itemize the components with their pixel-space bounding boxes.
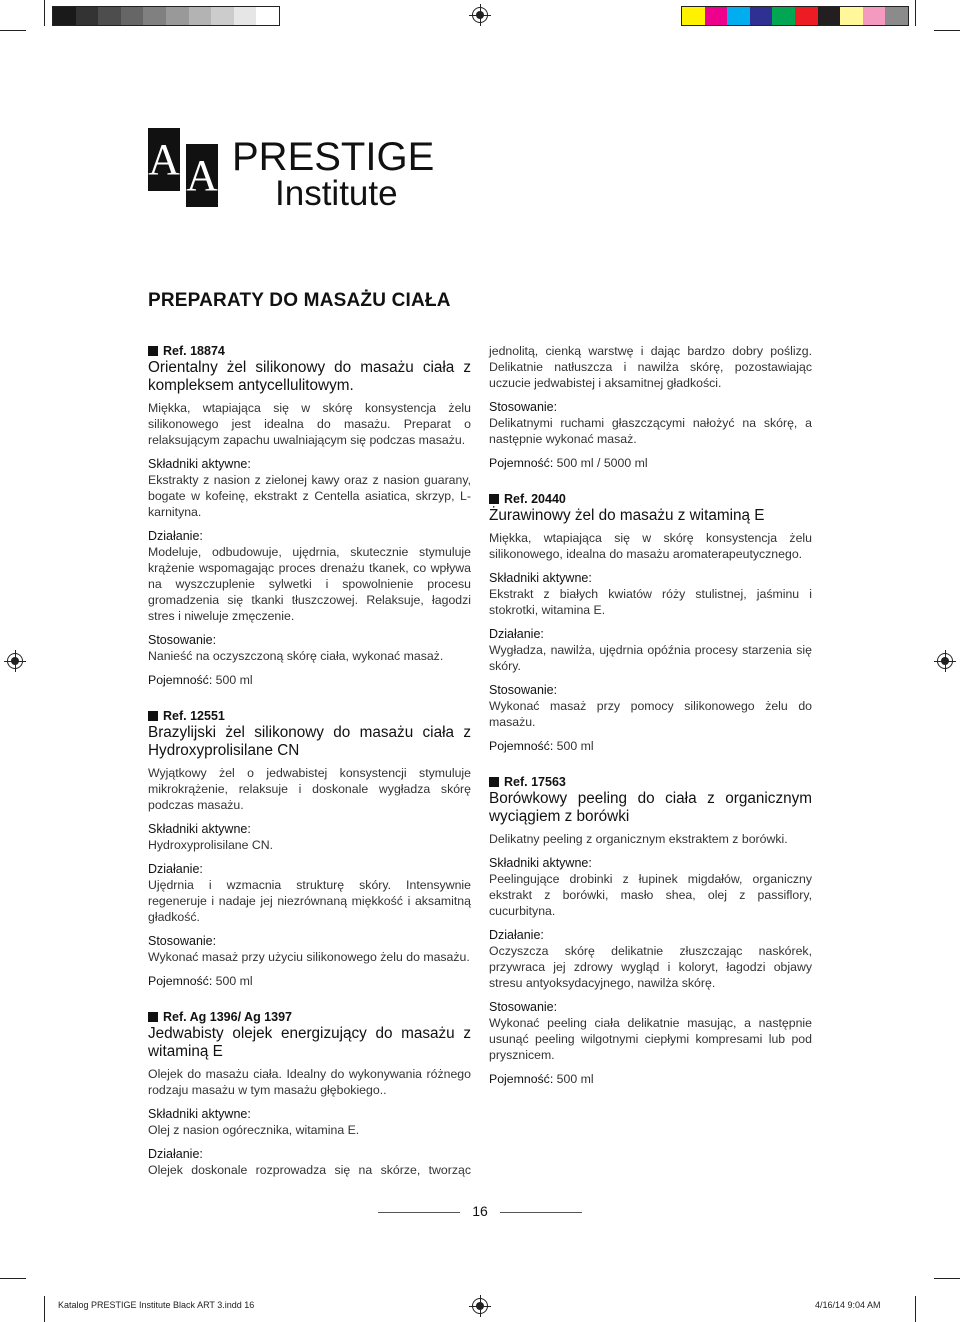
usage-text: Wykonać peeling ciała delikatnie masując, a następnie usunąć peeling wilgotnymi ciepłymi kompresami lub pod prysznicem. xyxy=(489,1016,812,1062)
bullet-square-icon xyxy=(489,494,499,504)
action-label: Działanie: xyxy=(148,529,203,543)
crop-mark xyxy=(915,0,916,26)
product-description: Olejek do masażu ciała. Idealny do wykonywania różnego rodzaju masażu w tym masażu głębokiego.. xyxy=(148,1067,471,1097)
ingredients-label: Składniki aktywne: xyxy=(489,856,592,870)
product-ref: Ref. 18874 xyxy=(148,343,471,359)
bullet-square-icon xyxy=(489,777,499,787)
registration-mark-icon xyxy=(472,1298,488,1314)
ingredients-text: Peelingujące drobinki z łupinek migdałów, organiczny ekstrakt z borówki, masło shea, olej z passiflory, cucurbityna. xyxy=(489,872,812,918)
logo-wordmark-institute: Institute xyxy=(275,174,398,213)
product-description: Delikatny peeling z organicznym ekstraktem z borówki. xyxy=(489,832,788,846)
ingredients-label: Składniki aktywne: xyxy=(489,571,592,585)
ingredients-label: Składniki aktywne: xyxy=(148,822,251,836)
action-label: Działanie: xyxy=(489,928,544,942)
crop-mark xyxy=(44,0,45,26)
usage-label: Stosowanie: xyxy=(489,683,558,697)
usage-label: Stosowanie: xyxy=(148,934,217,948)
right-column xyxy=(489,343,812,1087)
capacity-line: Pojemność: 500 ml xyxy=(148,974,253,988)
print-slug-filename: Katalog PRESTIGE Institute Black ART 3.indd 16 xyxy=(58,1300,255,1310)
capacity-line: Pojemność: 500 ml xyxy=(148,673,253,687)
product-name: Borówkowy peeling do ciała z organicznym wyciągiem z borówki xyxy=(489,790,812,825)
capacity-line: Pojemność: 500 ml xyxy=(489,1072,594,1086)
product-entry xyxy=(148,708,471,989)
crop-mark xyxy=(934,1278,960,1279)
registration-mark-icon xyxy=(7,653,23,669)
product-entry xyxy=(489,491,812,754)
product-ref: Ref. 20440 xyxy=(489,491,812,507)
capacity-line: Pojemność: 500 ml / 5000 ml xyxy=(489,456,648,470)
product-ref: Ref. 17563 xyxy=(489,774,812,790)
action-text-continued: jednolitą, cienką warstwę i dając bardzo dobry poślizg. Delikatnie natłuszcza i nawilża skórę, pozostawiając uczucie jedwabistej i aksamitnej gładkości. xyxy=(489,344,812,390)
action-label: Działanie: xyxy=(148,1147,203,1161)
ingredients-label: Składniki aktywne: xyxy=(148,1107,251,1121)
page-number: 16 xyxy=(472,1203,488,1219)
product-entry xyxy=(148,1009,471,1178)
page-number-rule-right xyxy=(500,1212,582,1213)
bullet-square-icon xyxy=(148,1012,158,1022)
usage-label: Stosowanie: xyxy=(489,400,558,414)
action-text: Modeluje, odbudowuje, ujędrnia, skutecznie stymuluje krążenie wspomagając proces drenażu tkanek, co wpływa na wyszczuplenie sylwetki i spowolnienie procesu gromadzenia się tkanki tłuszczowej. Relaksuje, łagodzi stres i niweluje zmęczenie. xyxy=(148,545,471,623)
crop-mark xyxy=(0,30,26,31)
action-text: Olejek doskonale rozprowadza się na skórze, tworząc xyxy=(148,1163,471,1177)
capacity-line: Pojemność: 500 ml xyxy=(489,739,594,753)
crop-mark xyxy=(915,1296,916,1322)
crop-mark xyxy=(934,30,960,31)
usage-text: Nanieść na oczyszczoną skórę ciała, wykonać masaż. xyxy=(148,649,444,663)
print-slug-date: 4/16/14 9:04 AM xyxy=(815,1300,881,1310)
product-ref: Ref. Ag 1396/ Ag 1397 xyxy=(148,1009,471,1025)
logo-letter-box-left: A xyxy=(148,128,180,191)
color-calibration-strip xyxy=(681,6,909,26)
action-text: Oczyszcza skórę delikatnie złuszczając naskórek, przywraca jej zdrowy wygląd i koloryt, łagodzi objawy stresu antyoksydacyjnego, nawilża skórę. xyxy=(489,944,812,990)
product-name: Jedwabisty olejek energizujący do masażu z witaminą E xyxy=(148,1025,471,1060)
product-name: Żurawinowy żel do masażu z witaminą E xyxy=(489,507,765,524)
usage-text: Wykonać masaż przy pomocy silikonowego żelu do masażu. xyxy=(489,699,812,729)
product-entry xyxy=(489,774,812,1087)
page-title: PREPARATY DO MASAŻU CIAŁA xyxy=(148,290,451,311)
product-description: Miękka, wtapiająca się w skórę konsystencja żelu silikonowego, idealna do masażu aromaterapeutycznego. xyxy=(489,531,812,561)
bullet-square-icon xyxy=(148,711,158,721)
page-number-rule-left xyxy=(378,1212,460,1213)
usage-text: Wykonać masaż przy użyciu silikonowego żelu do masażu. xyxy=(148,950,470,964)
ingredients-text: Olej z nasion ogórecznika, witamina E. xyxy=(148,1123,360,1137)
product-ref: Ref. 12551 xyxy=(148,708,471,724)
usage-text: Delikatnymi ruchami głaszczącymi nałożyć na skórę, a następnie wykonać masaż. xyxy=(489,416,812,446)
product-name: Orientalny żel silikonowy do masażu ciała z kompleksem antycellulitowym. xyxy=(148,359,471,394)
ingredients-text: Hydroxyprolisilane CN. xyxy=(148,838,274,852)
crop-mark xyxy=(0,1278,26,1279)
grayscale-calibration-strip xyxy=(52,6,280,26)
ingredients-label: Składniki aktywne: xyxy=(148,457,251,471)
logo-wordmark-prestige: PRESTIGE xyxy=(232,135,435,179)
action-text: Ujędrnia i wzmacnia strukturę skóry. Intensywnie regeneruje i nadaje jej niezrównaną miękkość i aksamitną gładkość. xyxy=(148,878,471,924)
action-label: Działanie: xyxy=(489,627,544,641)
registration-mark-icon xyxy=(472,7,488,23)
product-entry xyxy=(148,343,471,688)
usage-label: Stosowanie: xyxy=(148,633,217,647)
left-column xyxy=(148,343,471,1178)
action-text: Wygładza, nawilża, ujędrnia opóźnia procesy starzenia się skóry. xyxy=(489,643,812,673)
product-description: Wyjątkowy żel o jedwabistej konsystencji stymuluje mikrokrążenie, relaksuje i doskonale wygładza skórę podczas masażu. xyxy=(148,766,471,812)
usage-label: Stosowanie: xyxy=(489,1000,558,1014)
ingredients-text: Ekstrakt z białych kwiatów róży stulistnej, jaśminu i stokrotki, witamina E. xyxy=(489,587,812,617)
ingredients-text: Ekstrakty z nasion z zielonej kawy oraz z nasion guarany, bogate w kofeinę, ekstrakt z Centella asiatica, skrzyp, L-karnityna. xyxy=(148,473,471,519)
product-description: Miękka, wtapiająca się w skórę konsystencja żelu silikonowego jest idealna do masażu. Preparat o relaksującym zapachu uwalniającym się podczas masażu. xyxy=(148,401,471,447)
registration-mark-icon xyxy=(937,653,953,669)
product-name: Brazylijski żel silikonowy do masażu ciała z Hydroxyprolisilane CN xyxy=(148,724,471,759)
action-label: Działanie: xyxy=(148,862,203,876)
bullet-square-icon xyxy=(148,346,158,356)
crop-mark xyxy=(44,1296,45,1322)
logo-letter-box-right: A xyxy=(186,144,218,207)
